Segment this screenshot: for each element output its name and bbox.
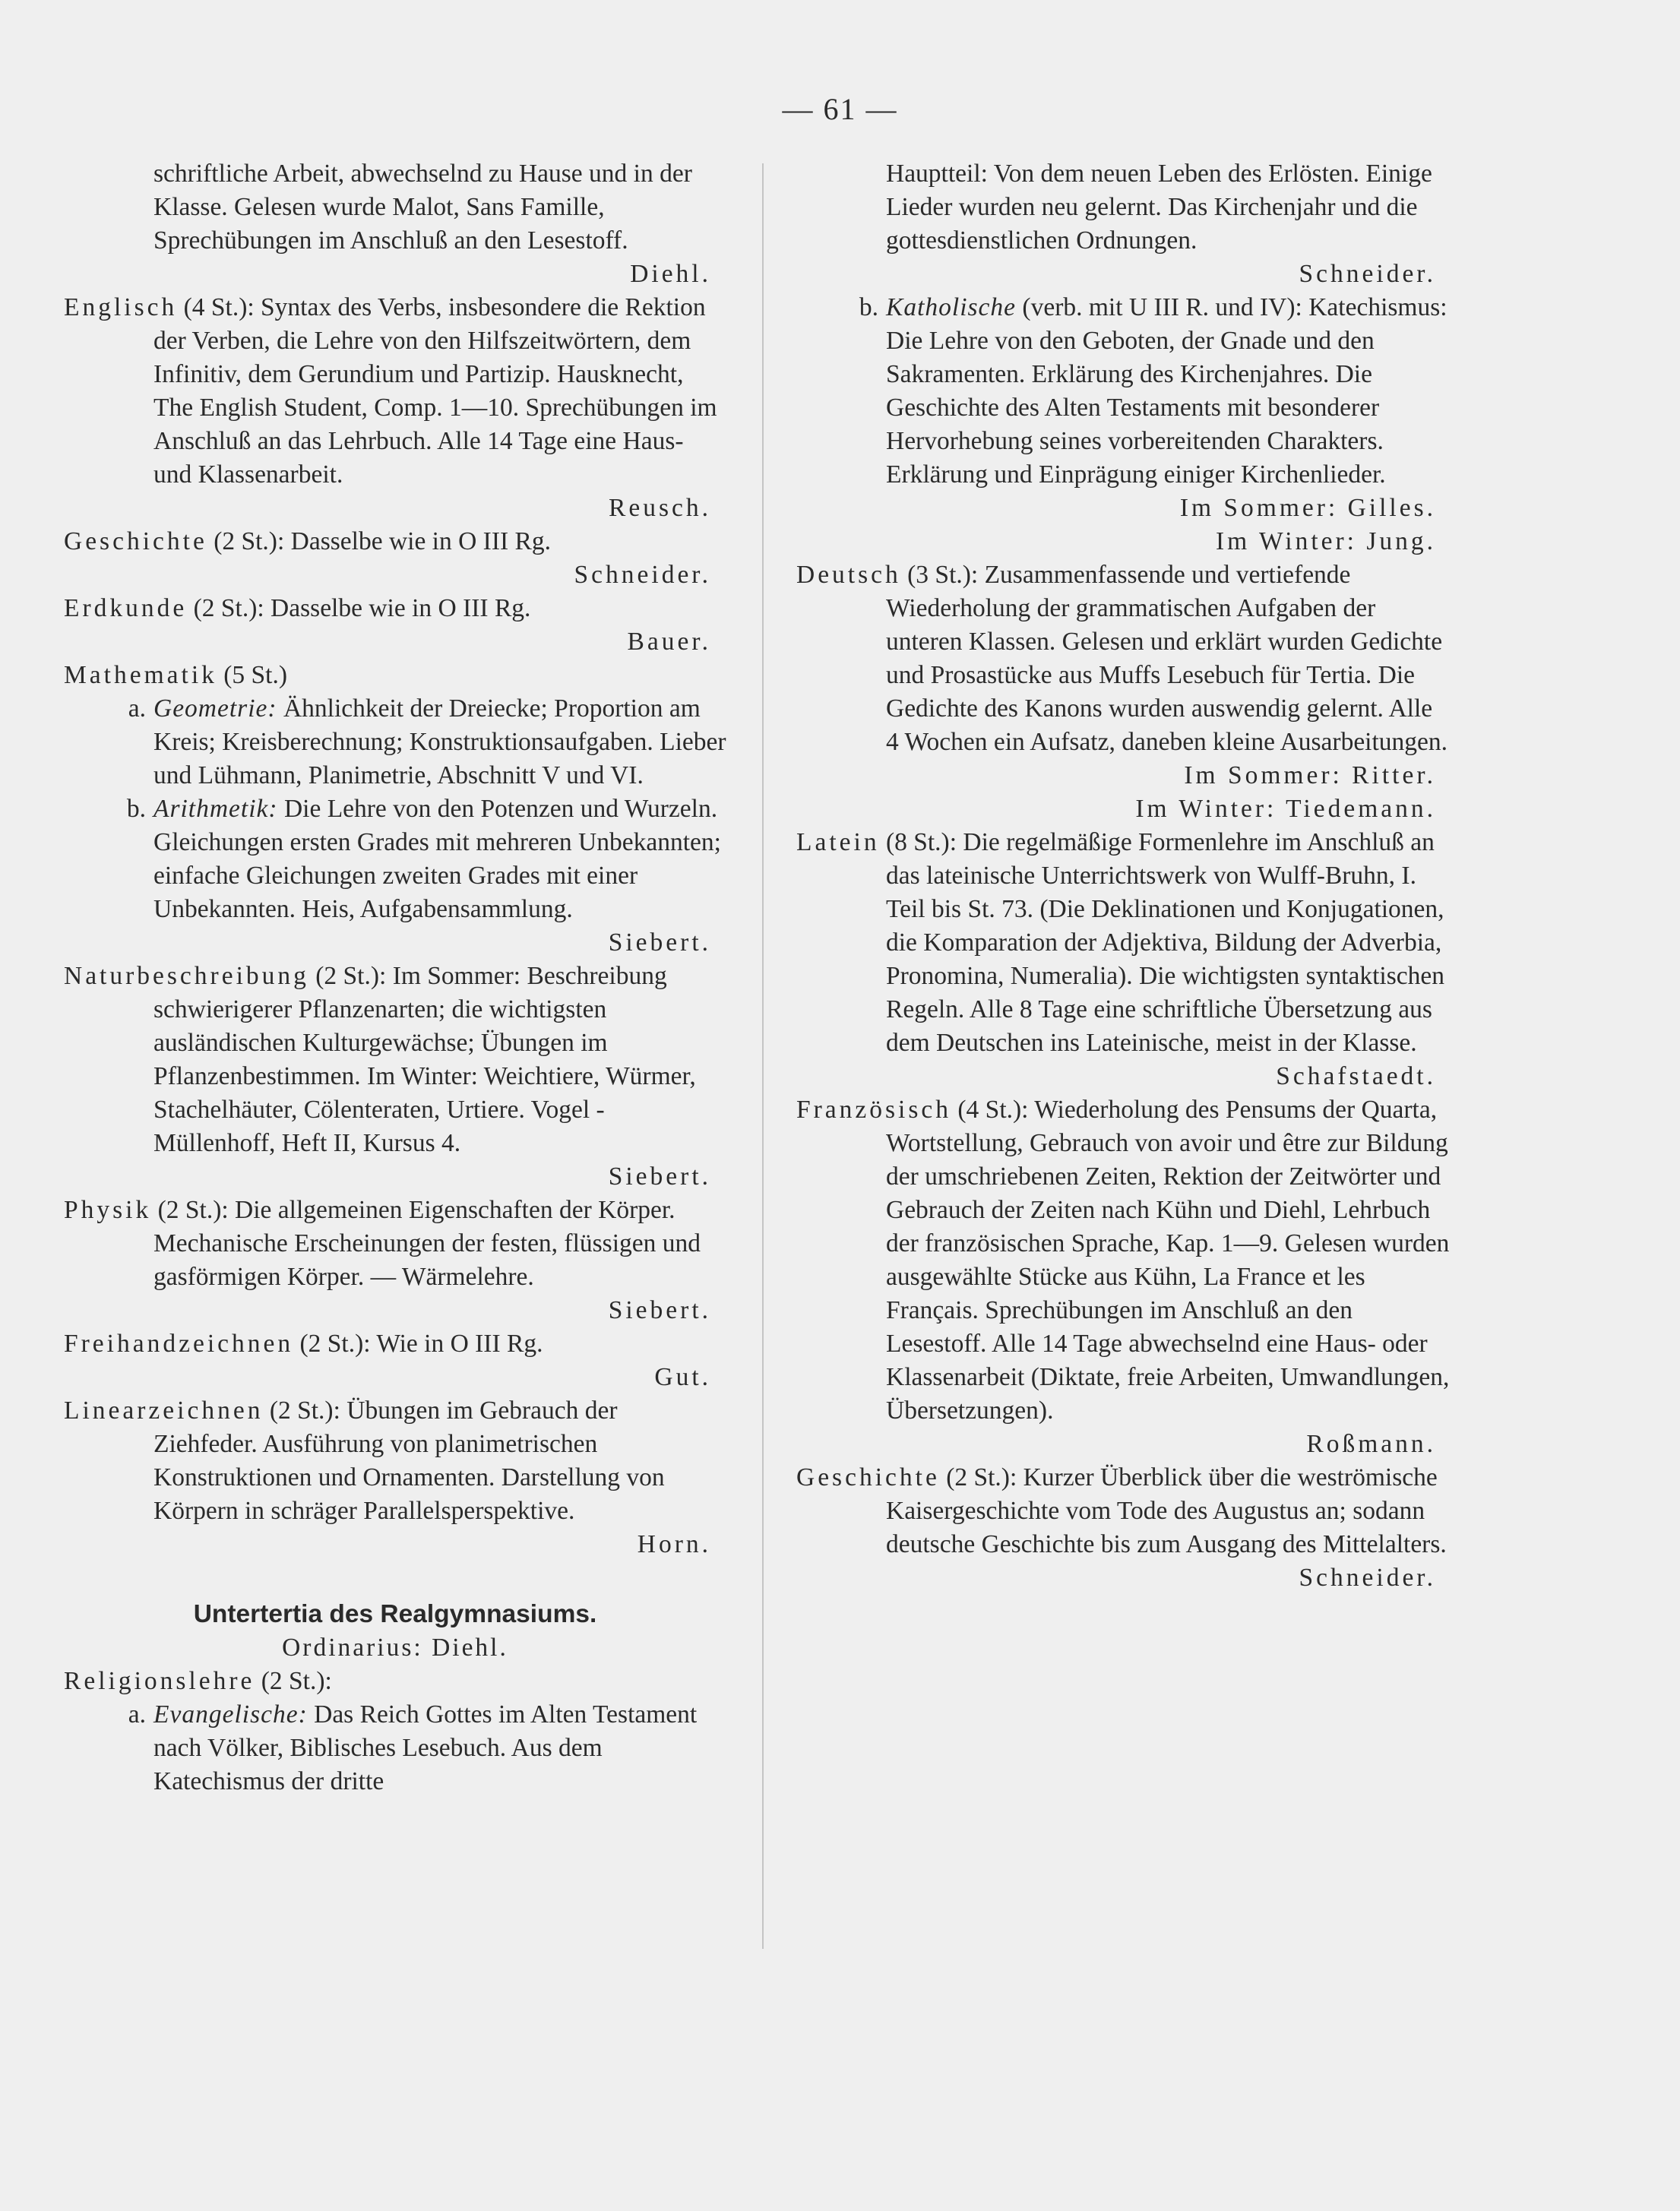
subsection-label: a. — [128, 694, 146, 723]
subject-religionslehre — [64, 1665, 726, 1698]
teacher-name: Schneider. — [1299, 1564, 1436, 1592]
subject-heading: Geschichte — [796, 1463, 940, 1491]
subject-linearzeichnen — [64, 1394, 726, 1528]
teacher-name: Siebert. — [608, 928, 711, 957]
subject-mathematik — [64, 659, 726, 692]
teacher-name: Horn. — [637, 1530, 711, 1558]
subject-text: (4 St.): Syntax des Verbs, insbesondere die Rektion der Verben, die Lehre von den Hilfszeitwörtern, dem Infinitiv, dem Gerundium und Partizip. Hausknecht, The English Student, Comp. 1—10. Sprechübungen im Anschluß an das Lehrbuch. Alle 14 Tage eine Haus- und Klassenarbeit. — [153, 293, 717, 489]
subsection-evangelische — [64, 1698, 726, 1798]
subsection-label: b. — [859, 293, 878, 321]
subsection-geometrie — [64, 692, 726, 792]
teacher-name: Siebert. — [608, 1296, 711, 1324]
subject-text: (3 St.): Zusammenfassende und vertiefende Wiederholung der grammatischen Aufgaben der unteren Klassen. Gelesen und erklärt wurden Gedichte und Prosastücke aus Muffs Lesebuch für Tertia. Die Gedichte des Kanons wurden auswendig gelernt. Alle 4 Wochen ein Aufsatz, daneben kleine Ausarbeitungen. — [886, 561, 1448, 756]
teacher-name: Im Winter: Tiedemann. — [1135, 795, 1436, 823]
subject-naturbeschreibung — [64, 960, 726, 1160]
subsection-text: Das Reich Gottes im Alten Testament nach Völker, Biblisches Lesebuch. Aus dem Katechismus der dritte — [153, 1700, 698, 1795]
subject-heading: Geschichte — [64, 527, 207, 555]
religion-continuation: Hauptteil: Von dem neuen Leben des Erlösten. Einige Lieder wurden neu gelernt. Das Kirchenjahr und die gottesdienstlichen Ordnungen. — [886, 160, 1432, 255]
subsection-katholische — [796, 291, 1451, 492]
subsection-heading: Arithmetik: — [153, 795, 278, 823]
teacher-name: Schneider. — [1299, 260, 1436, 288]
subject-text: (2 St.): Wie in O III Rg. — [293, 1330, 543, 1358]
subject-text: (2 St.): Übungen im Gebrauch der Ziehfeder. Ausführung von planimetrischen Konstruktionen und Ornamenten. Darstellung von Körpern in schräger Parallelsperspektive. — [153, 1397, 665, 1525]
franzoesisch-continuation: schriftliche Arbeit, abwechselnd zu Hause und in der Klasse. Gelesen wurde Malot, Sans Famille, Sprechübungen im Anschluß an den Lesestoff. — [153, 160, 692, 255]
subject-heading: Freihandzeichnen — [64, 1330, 294, 1358]
subject-englisch — [64, 291, 726, 492]
subject-geschichte — [796, 1461, 1451, 1561]
subsection-label: b. — [126, 795, 146, 823]
teacher-name: Schneider. — [574, 561, 711, 589]
subject-text: (2 St.): — [255, 1667, 332, 1695]
teacher-name: Gut. — [654, 1363, 711, 1391]
subsection-label: a. — [128, 1700, 146, 1729]
subject-franzoesisch — [796, 1093, 1451, 1428]
subsection-text: Die Lehre von den Potenzen und Wurzeln. Gleichungen ersten Grades mit mehreren Unbekannten; einfache Gleichungen zweiten Grades mit einer Unbekannten. Heis, Aufgabensammlung. — [153, 795, 721, 923]
subject-text: (2 St.): Dasselbe wie in O III Rg. — [207, 527, 551, 555]
teacher-name: Schafstaedt. — [1276, 1062, 1436, 1090]
subject-heading: Deutsch — [796, 561, 901, 589]
section-title: Untertertia des Realgymnasiums. — [193, 1600, 597, 1628]
subject-text: (5 St.) — [217, 661, 287, 689]
subject-heading: Physik — [64, 1196, 152, 1224]
subject-text: (2 St.): Dasselbe wie in O III Rg. — [187, 594, 531, 622]
subject-heading: Religionslehre — [64, 1667, 255, 1695]
subject-heading: Französisch — [796, 1096, 952, 1124]
subject-text: (2 St.): Die allgemeinen Eigenschaften der Körper. Mechanische Erscheinungen der festen, flüssigen und gasförmigen Körper. — Wärmelehre. — [151, 1196, 701, 1291]
subject-heading: Erdkunde — [64, 594, 188, 622]
subsection-text: Ähnlichkeit der Dreiecke; Proportion am Kreis; Kreisberechnung; Konstruktionsaufgaben. Lieber und Lühmann, Planimetrie, Abschnitt V und VI. — [153, 694, 726, 789]
subsection-heading: Geometrie: — [153, 694, 277, 723]
teacher-name: Reusch. — [609, 494, 711, 522]
subject-heading: Naturbeschreibung — [64, 962, 309, 990]
subject-physik — [64, 1194, 726, 1294]
subject-heading: Mathematik — [64, 661, 217, 689]
subject-text: (4 St.): Wiederholung des Pensums der Quarta, Wortstellung, Gebrauch von avoir und être zur Bildung der umschriebenen Zeiten, Rektion der Zeitwörter und Gebrauch der Zeiten nach Kühn und Diehl, Lehrbuch der französischen Sprache, Kap. 1—9. Gelesen wurden ausgewählte Stücke aus Kühn, La France et les Français. Sprechübungen im Anschluß an den Lesestoff. Alle 14 Tage abwechselnd eine Haus- oder Klassenarbeit (Diktate, freie Arbeiten, Umwandlungen, Übersetzungen). — [886, 1096, 1450, 1425]
subject-latein — [796, 826, 1451, 1060]
subject-heading: Latein — [796, 828, 880, 856]
subject-text: (8 St.): Die regelmäßige Formenlehre im Anschluß an das lateinische Unterrichtswerk von Wulff-Bruhn, I. Teil bis St. 73. (Die Deklinationen und Konjugationen, die Komparation der Adjektiva, Bildung der Adverbia, Pronomina, Numeralia). Die wichtigsten syntaktischen Regeln. Alle 8 Tage eine schriftliche Übersetzung aus dem Deutschen ins Lateinische, meist in der Klasse. — [879, 828, 1444, 1057]
page-number: — 61 — — [782, 92, 898, 126]
teacher-name: Diehl. — [630, 260, 711, 288]
subsection-arithmetik — [64, 792, 726, 926]
teacher-name: Im Winter: Jung. — [1216, 527, 1436, 555]
teacher-name: Roßmann. — [1306, 1430, 1436, 1458]
subsection-heading: Evangelische: — [153, 1700, 308, 1729]
teacher-name: Bauer. — [627, 628, 711, 656]
subject-text: (2 St.): Im Sommer: Beschreibung schwierigerer Pflanzenarten; die wichtigsten ausländischen Kulturgewächse; Übungen im Pflanzenbestimmen. Im Winter: Weichtiere, Würmer, Stachelhäuter, Cölenteraten, Urtiere. Vogel - Müllenhoff, Heft II, Kursus 4. — [153, 962, 696, 1157]
left-column — [64, 157, 726, 1798]
teacher-name: Im Sommer: Gilles. — [1179, 494, 1436, 522]
right-column — [796, 157, 1451, 1595]
subject-deutsch — [796, 558, 1451, 759]
subsection-heading: Katholische — [886, 293, 1017, 321]
teacher-name: Im Sommer: Ritter. — [1184, 761, 1436, 789]
subject-erdkunde — [64, 592, 726, 625]
subject-heading: Englisch — [64, 293, 178, 321]
column-divider — [762, 163, 764, 1949]
subject-text: (2 St.): Kurzer Überblick über die weströmische Kaisergeschichte vom Tode des Augustus an; sodann deutsche Geschichte bis zum Ausgang des Mittelalters. — [886, 1463, 1447, 1558]
subject-geschichte — [64, 525, 726, 558]
subsection-text: (verb. mit U III R. und IV): Katechismus: Die Lehre von den Geboten, der Gnade und den Sakramenten. Erklärung des Kirchenjahres. Die Geschichte des Alten Testaments mit besonderer Hervorhebung seines vorbereitenden Charakters. Erklärung und Einprägung einiger Kirchenlieder. — [886, 293, 1447, 489]
ordinarius: Ordinarius: Diehl. — [282, 1634, 508, 1662]
subject-freihandzeichnen — [64, 1327, 726, 1361]
teacher-name: Siebert. — [608, 1162, 711, 1191]
subject-heading: Linearzeichnen — [64, 1397, 264, 1425]
